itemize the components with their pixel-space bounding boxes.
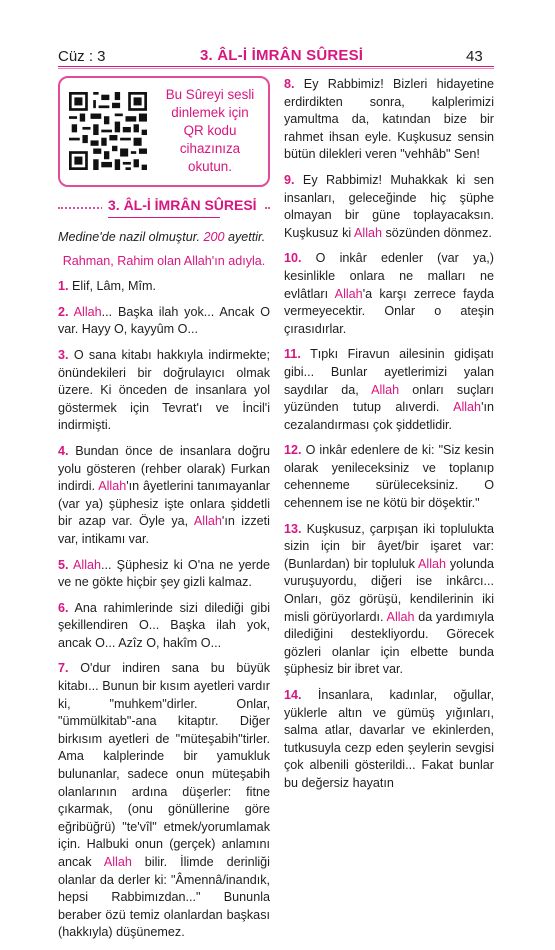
verse-text: ... Şüphesiz ki O'na ne yerde ve ne gökte hiçbir şey gizli kalmaz. [58, 557, 270, 590]
verse-text: yolunda vuruşuyordu, diğeri ise inkârcı... Onları, göz görüşü, kendilerinin iki misli görüyorlardı. [284, 556, 494, 624]
allah-word: Allah [418, 556, 447, 571]
verse-text: ... Başka ilah yok... Ancak O var. Hayy O, kayyûm O... [58, 304, 271, 337]
verse-1 [58, 278, 270, 296]
surah-meta [58, 229, 270, 247]
verse-13 [284, 521, 494, 679]
verse-text: O inkâr edenlere de ki: "Siz kesin olarak yenileceksiniz ve toplanıp cehenneme sürüleceksiniz. O cehennem ise ne kötü bir döşektir." [284, 443, 494, 511]
verse-7 [58, 660, 270, 942]
verse-number: 5. [58, 557, 69, 572]
verse-11 [284, 346, 494, 434]
verse-number: 14. [284, 688, 302, 702]
allah-word: Allah [73, 304, 102, 319]
verse-number: 2. [58, 304, 69, 319]
verse-number: 3. [58, 347, 69, 362]
qr-instruction [152, 86, 268, 176]
verse-text: İnsanlara, kadınlar, oğullar, yüklerle altın ve gümüş yığınları, salma atlar, davarlar ve ekinlerden, tutkusuyla cezp eden şeylerin sevgisi çok albenili gösterildi... Fakat bunlar bu değersiz hayatın [284, 688, 495, 790]
qr-code-icon[interactable] [69, 87, 147, 175]
page-number: 43 [466, 48, 483, 65]
verse-count: 200 [203, 230, 225, 244]
qr-box [58, 76, 270, 187]
left-column [58, 76, 270, 950]
surah-heading: 3. ÂL-İ İMRÂN SÛRESİ [102, 197, 263, 215]
allah-word: Allah [73, 557, 102, 572]
verse-3 [58, 347, 270, 435]
allah-word: Allah [371, 382, 400, 397]
allah-word: Allah [98, 479, 127, 494]
qr-line: okutun. [188, 159, 232, 174]
qr-line: dinlemek için [171, 105, 249, 120]
header-rule [58, 66, 494, 67]
allah-word: Allah [334, 286, 363, 301]
allah-word: Allah [386, 609, 415, 624]
verse-text: 'ın cezalandırması çok şiddetlidir. [284, 400, 494, 432]
verse-text: Elif, Lâm, Mîm. [72, 279, 156, 294]
allah-word: Allah [193, 514, 222, 529]
qr-line: Bu Sûreyi sesli [165, 87, 255, 102]
verse-number: 7. [58, 661, 69, 676]
right-column [284, 76, 494, 801]
verse-text: bilir. İlimde derinliği olanlar da derler ki: "Âmennâ/inandık, hepsi Rabbimızdan..." Bununla beraber özü temiz olanlardan başkası (hakkıyla) düşünemez. [58, 855, 270, 940]
verse-5 [58, 557, 270, 592]
verse-6 [58, 600, 270, 653]
verse-number: 11. [284, 347, 301, 362]
verse-text: O'dur indiren sana bu büyük kitabı... Bunun bir kısım ayetleri vardır ki, "muhkem"dirler. Onlar, "ümmülkitab"-ana kitaptır. Diğer birkısım ayetleri de "müteşabih"tirler. Ama kalplerinde bir yamukluk bulunanlar, sadece onun müteşabih olanlarının ardına düşerler: fitne çıkarmak, (onu gönüllerine göre eğribüğrü) "te'vîl" etmek/yorumlamak için. Halbuki onun (gerçek) anlamını ancak [58, 661, 270, 869]
verse-14 [284, 687, 494, 793]
verse-number: 12. [284, 443, 302, 458]
verse-number: 6. [58, 600, 69, 615]
allah-word: Allah [354, 225, 383, 240]
verse-text: sözünden dönmez. [382, 225, 492, 240]
verse-10 [284, 250, 494, 338]
verse-8 [284, 76, 494, 164]
allah-word: Allah [103, 855, 132, 869]
verse-number: 1. [58, 279, 69, 294]
qr-line: QR kodu [183, 123, 237, 138]
verse-4 [58, 443, 270, 549]
page-header [0, 0, 555, 65]
verse-text: Tıpkı Firavun ailesinin gidişatı gibi... Bunlar ayetlerimizi yalan saydılar da, [284, 347, 494, 397]
verse-number: 9. [284, 172, 295, 187]
verse-number: 8. [284, 77, 295, 91]
verse-9 [284, 172, 494, 242]
verse-text: 'a karşı zerrece fayda vermeyecektir. Onlar o ateşin çırasıdırlar. [284, 286, 494, 336]
verse-text: 'ın izzeti var, intikamı var. [58, 514, 270, 546]
qr-line: cihazınıza [179, 141, 241, 156]
meta-prefix: Medine'de nazil olmuştur. [58, 230, 204, 244]
verse-text: O inkâr edenler (var ya,) kesinlikle onlara ne malları ne evlâtları [284, 251, 494, 301]
surah-heading-underline [108, 217, 220, 218]
verse-text: Bundan önce de insanlara doğru yolu gösteren (rehber olarak) Furkan indirdi. [58, 443, 270, 494]
running-title: 3. ÂL-İ İMRÂN SÛRESİ [200, 47, 364, 64]
basmala: Rahman, Rahim olan Allah'ın adıyla. [62, 253, 266, 268]
verse-text: da yardımıyla dilediğini destekliyordu. Görecek gözleri olanlar için elbette bunda şüphesiz bir ibret var. [284, 609, 495, 677]
allah-word: Allah [453, 400, 482, 415]
verse-number: 13. [284, 521, 302, 536]
surah-heading-band [58, 195, 270, 221]
verse-text: Ey Rabbimiz! Bizleri hidayetine erdirdikten sonra, kalplerimizi yamultma da, katından bize bir rahmet ihsan eyle. Kuşkusuz sensin bütün dilekleri veren "vehhâb" Sen! [284, 77, 495, 162]
header-rule-secondary [58, 68, 494, 69]
verse-number: 4. [58, 443, 69, 458]
verse-number: 10. [284, 251, 302, 266]
juz-label: Cüz : 3 [58, 48, 106, 65]
verse-12 [284, 442, 494, 512]
verse-text: 'ın âyetlerini tanımayanlar (var ya) şüphesiz işte onlara şiddetli bir azap var. Öyle ya, [58, 479, 271, 529]
verse-text: Kuşkusuz, çarpışan iki toplulukta sizin için bir âyet/bir işaret var: (Bunlardan) bir topluluk [284, 521, 495, 571]
verse-text: onları suçları yüzünden tutup alıverdi. [284, 382, 494, 415]
verse-text: Ey Rabbimiz! Muhakkak ki sen insanları, geleceğinde hiç şüphe olmayan bir güne toplayacaksın. Kuşkusuz ki [284, 172, 495, 240]
verse-2 [58, 304, 270, 339]
verse-text: Ana rahimlerinde sizi dilediği gibi şekillendiren O... Başka ilah yok, ancak O... Azîz O, hakîm O... [58, 600, 270, 650]
verse-text: O sana kitabı hakkıyla indirmekte; önündekileri bir doğrulayıcı olmak üzere. Ki önceden de insanlara yol göstermek için Tevrat'ı ve İncil'i indirmişti. [58, 347, 270, 433]
meta-suffix: ayettir. [224, 230, 266, 244]
